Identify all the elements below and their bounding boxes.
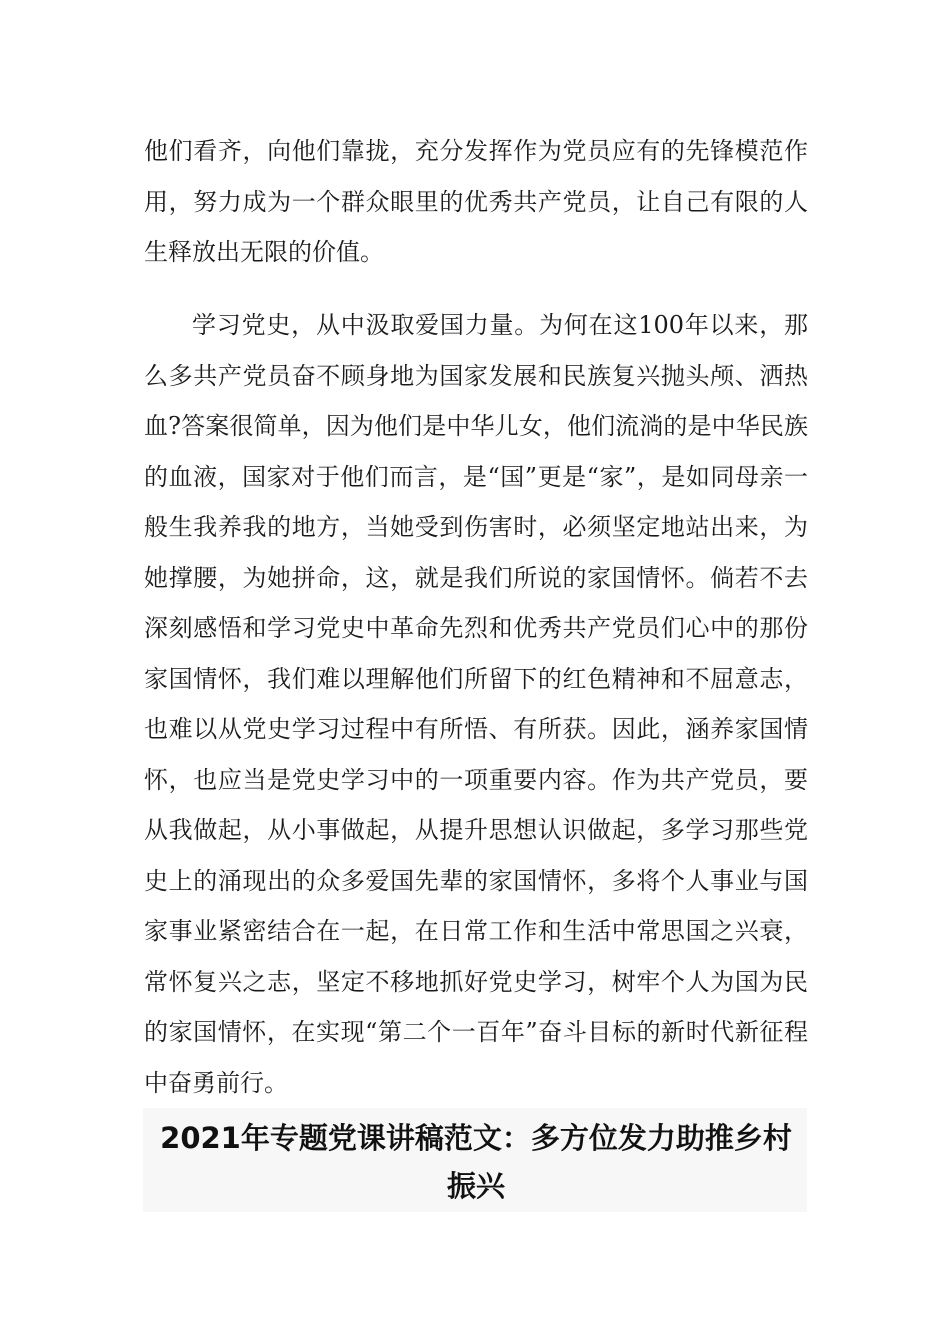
paragraph-body: 学习党史，从中汲取爱国力量。为何在这100年以来，那么多共产党员奋不顾身地为国家发展和民族复兴抛头颅、洒热血?答案很简单，因为他们是中华儿女，他们流淌的是中华民族的血液，国家对于他们而言，是“国”更是“家”，是如同母亲一般生我养我的地方，当她受到伤害时，必须坚定地站出来，为她撑腰，为她拼命，这，就是我们所说的家国情怀。倘若不去深刻感悟和学习党史中革命先烈和优秀共产党员们心中的那份家国情怀，我们难以理解他们所留下的红色精神和不屈意志，也难以从党史学习过程中有所悟、有所获。因此，涵养家国情怀，也应当是党史学习中的一项重要内容。作为共产党员，要从我做起，从小事做起，从提升思想认识做起，多学习那些党史上的涌现出的众多爱国先辈的家国情怀，多将个人事业与国家事业紧密结合在一起，在日常工作和生活中常思国之兴衰，常怀复兴之志，坚定不移地抓好党史学习，树牢个人为国为民的家国情怀，在实现“第二个一百年”奋斗目标的新时代新征程中奋勇前行。 — [144, 311, 808, 1097]
paragraph-continuation: 他们看齐，向他们靠拢，充分发挥作为党员应有的先锋模范作用，努力成为一个群众眼里的优秀共产党员，让自己有限的人生释放出无限的价值。 — [144, 137, 808, 266]
section-heading: 2021年专题党课讲稿范文：多方位发力助推乡村振兴 — [160, 1121, 792, 1203]
